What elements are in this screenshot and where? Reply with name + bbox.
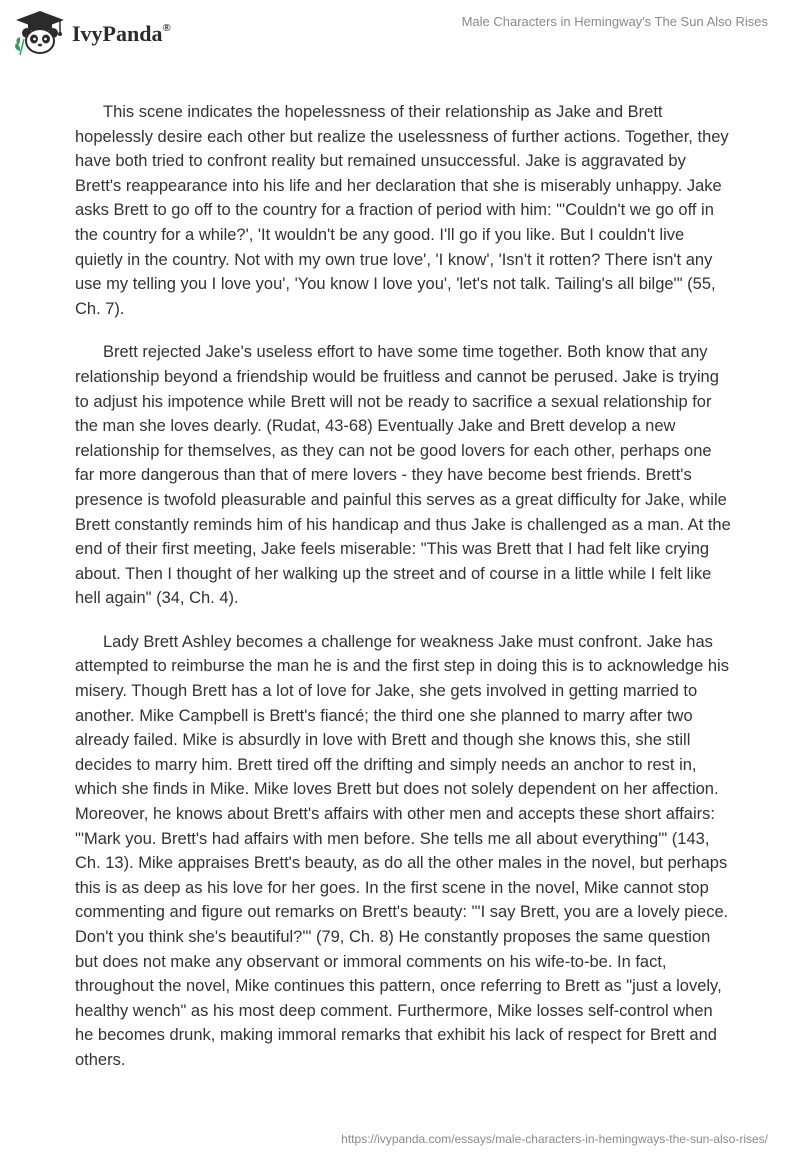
paragraph-2: Brett rejected Jake's useless effort to have some time together. Both know that any relationship beyond a friendship would be fruitless and cannot be perused. Jake is trying to adjust his impotence while Brett will not be ready to sacrifice a sexual relationship for the man she loves dearly. (Rudat, 43-68) Eventually Jake and Brett develop a new relationship for themselves, as they can not be good lovers for each other, perhaps one far more dangerous than that of mere lovers - they have become best friends. Brett's presence is twofold pleasurable and painful this serves as a great difficulty for Jake, while Brett constantly reminds him of his handicap and thus Jake is challenged as a man. At the end of their first meeting, Jake feels miserable: "This was Brett that I had felt like crying about. Then I thought of her walking up the street and of course in a little while I felt like hell again" (34, Ch. 4). xyxy=(75,343,731,608)
ivypanda-logo[interactable] xyxy=(12,8,171,58)
document-title: Male Characters in Hemingway's The Sun Also Rises xyxy=(461,14,768,29)
paragraph-1: This scene indicates the hopelessness of their relationship as Jake and Brett hopelessly desire each other but realize the uselessness of further actions. Together, they have both tried to confront reality but remained unsuccessful. Jake is aggravated by Brett's reappearance into his life and her declaration that she is miserably unhappy. Jake asks Brett to go off to the country for a fraction of period with him: "'Couldn't we go off in the country for a while?', 'It wouldn't be any good. I'll go if you like. But I couldn't live quietly in the country. Not with my own true love', 'I know', 'Isn't it rotten? There isn't any use my telling you I love you', 'You know I love you', 'let's not talk. Tailing's all bilge'" (55, Ch. 7). xyxy=(75,103,729,318)
essay-body xyxy=(75,100,733,1092)
source-url[interactable]: https://ivypanda.com/essays/male-characters-in-hemingways-the-sun-also-rises/ xyxy=(341,1132,768,1146)
brand-name: IvyPanda® xyxy=(72,21,171,46)
registered-mark: ® xyxy=(162,21,171,34)
page-header xyxy=(0,0,800,70)
panda-graduate-icon xyxy=(12,9,68,57)
paragraph-3: Lady Brett Ashley becomes a challenge for weakness Jake must confront. Jake has attempted to reimburse the man he is and the first step in doing this is to acknowledge his misery. Though Brett has a lot of love for Jake, she gets involved in getting married to another. Mike Campbell is Brett's fiancé; the third one she planned to marry after two already failed. Mike is absurdly in love with Brett and though she knows this, she still decides to marry him. Brett tired off the drifting and simply needs an anchor to rest in, which she finds in Mike. Mike loves Brett but does not solely dependent on her affection. Moreover, he knows about Brett's affairs with other men and accepts these short affairs: "'Mark you. Brett's had affairs with men before. She tells me all about everything'" (143, Ch. 13). Mike appraises Brett's beauty, as do all the other males in the novel, but perhaps this is as deep as his love for her goes. In the first scene in the novel, Mike cannot stop commenting and figure out remarks on Brett's beauty: "'I say Brett, you are a lovely piece. Don't you think she's beautiful?'" (79, Ch. 8) He constantly proposes the same question but does not make any observant or immoral comments on his wife-to-be. In fact, throughout the novel, Mike continues this pattern, once referring to Brett as "just a lovely, healthy wench" as his most deep comment. Furthermore, Mike losses self-control when he becomes drunk, making immoral remarks that exhibit his lack of respect for Brett and others. xyxy=(75,632,729,1069)
